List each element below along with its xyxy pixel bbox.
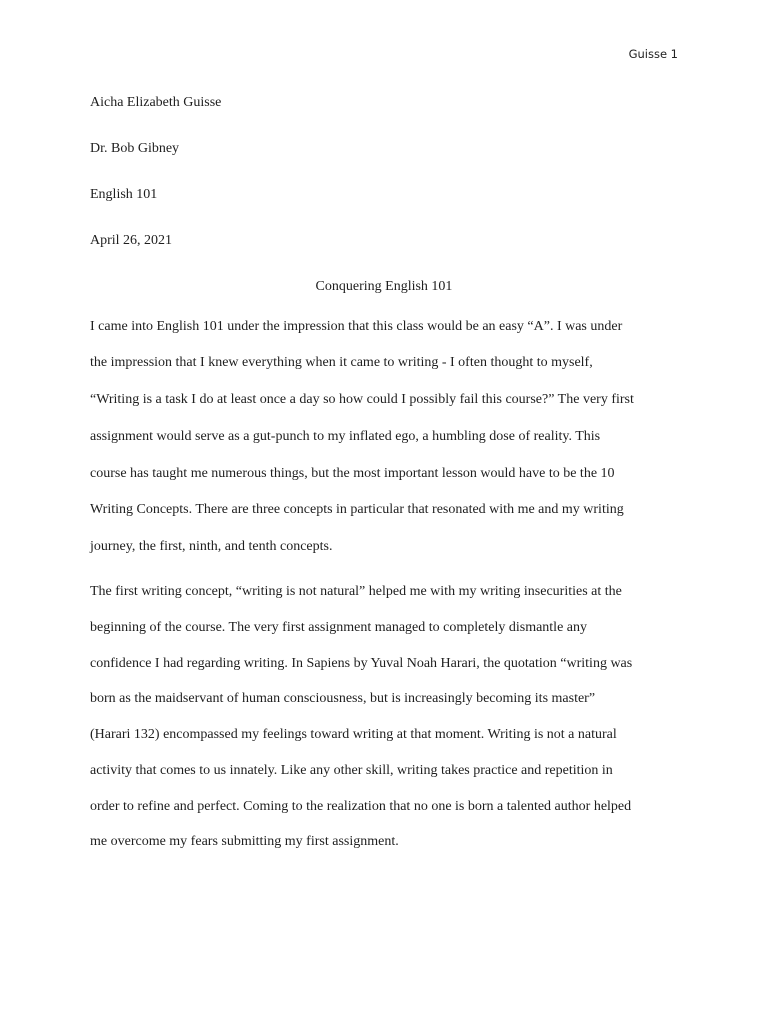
paragraph-line: confidence I had regarding writing. In Sapiens by Yuval Noah Harari, the quotation “writing was [90, 656, 633, 671]
essay-date: April 26, 2021 [90, 233, 173, 248]
course-name: English 101 [90, 187, 158, 202]
essay-title: Conquering English 101 [315, 279, 453, 294]
paragraph-line: born as the maidservant of human consciousness, but is increasingly becoming its master” [90, 691, 596, 706]
paragraph-line: journey, the first, ninth, and tenth concepts. [90, 539, 333, 554]
paragraph-line: beginning of the course. The very first assignment managed to completely dismantle any [90, 620, 587, 635]
paragraph-line: the impression that I knew everything when it came to writing - I often thought to myself, [90, 355, 593, 370]
paragraph-line: activity that comes to us innately. Like any other skill, writing takes practice and repetition in [90, 763, 613, 778]
paragraph-line: (Harari 132) encompassed my feelings toward writing at that moment. Writing is not a natural [90, 727, 617, 742]
paragraph-line: The first writing concept, “writing is not natural” helped me with my writing insecurities at the [90, 584, 622, 599]
paragraph-line: I came into English 101 under the impression that this class would be an easy “A”. I was under [90, 319, 623, 334]
paragraph-line: assignment would serve as a gut-punch to my inflated ego, a humbling dose of reality. This [90, 429, 601, 444]
paragraph-line: “Writing is a task I do at least once a day so how could I possibly fail this course?” The very first [90, 392, 634, 407]
paragraph-line: course has taught me numerous things, but the most important lesson would have to be the 10 [90, 466, 615, 481]
paragraph-line: Writing Concepts. There are three concepts in particular that resonated with me and my writing [90, 502, 624, 517]
instructor-name: Dr. Bob Gibney [90, 141, 180, 156]
author-name: Aicha Elizabeth Guisse [90, 95, 222, 110]
running-header: Guisse 1 [628, 47, 678, 61]
paragraph-line: order to refine and perfect. Coming to the realization that no one is born a talented author helped [90, 799, 632, 814]
paragraph-line: me overcome my fears submitting my first assignment. [90, 834, 399, 849]
